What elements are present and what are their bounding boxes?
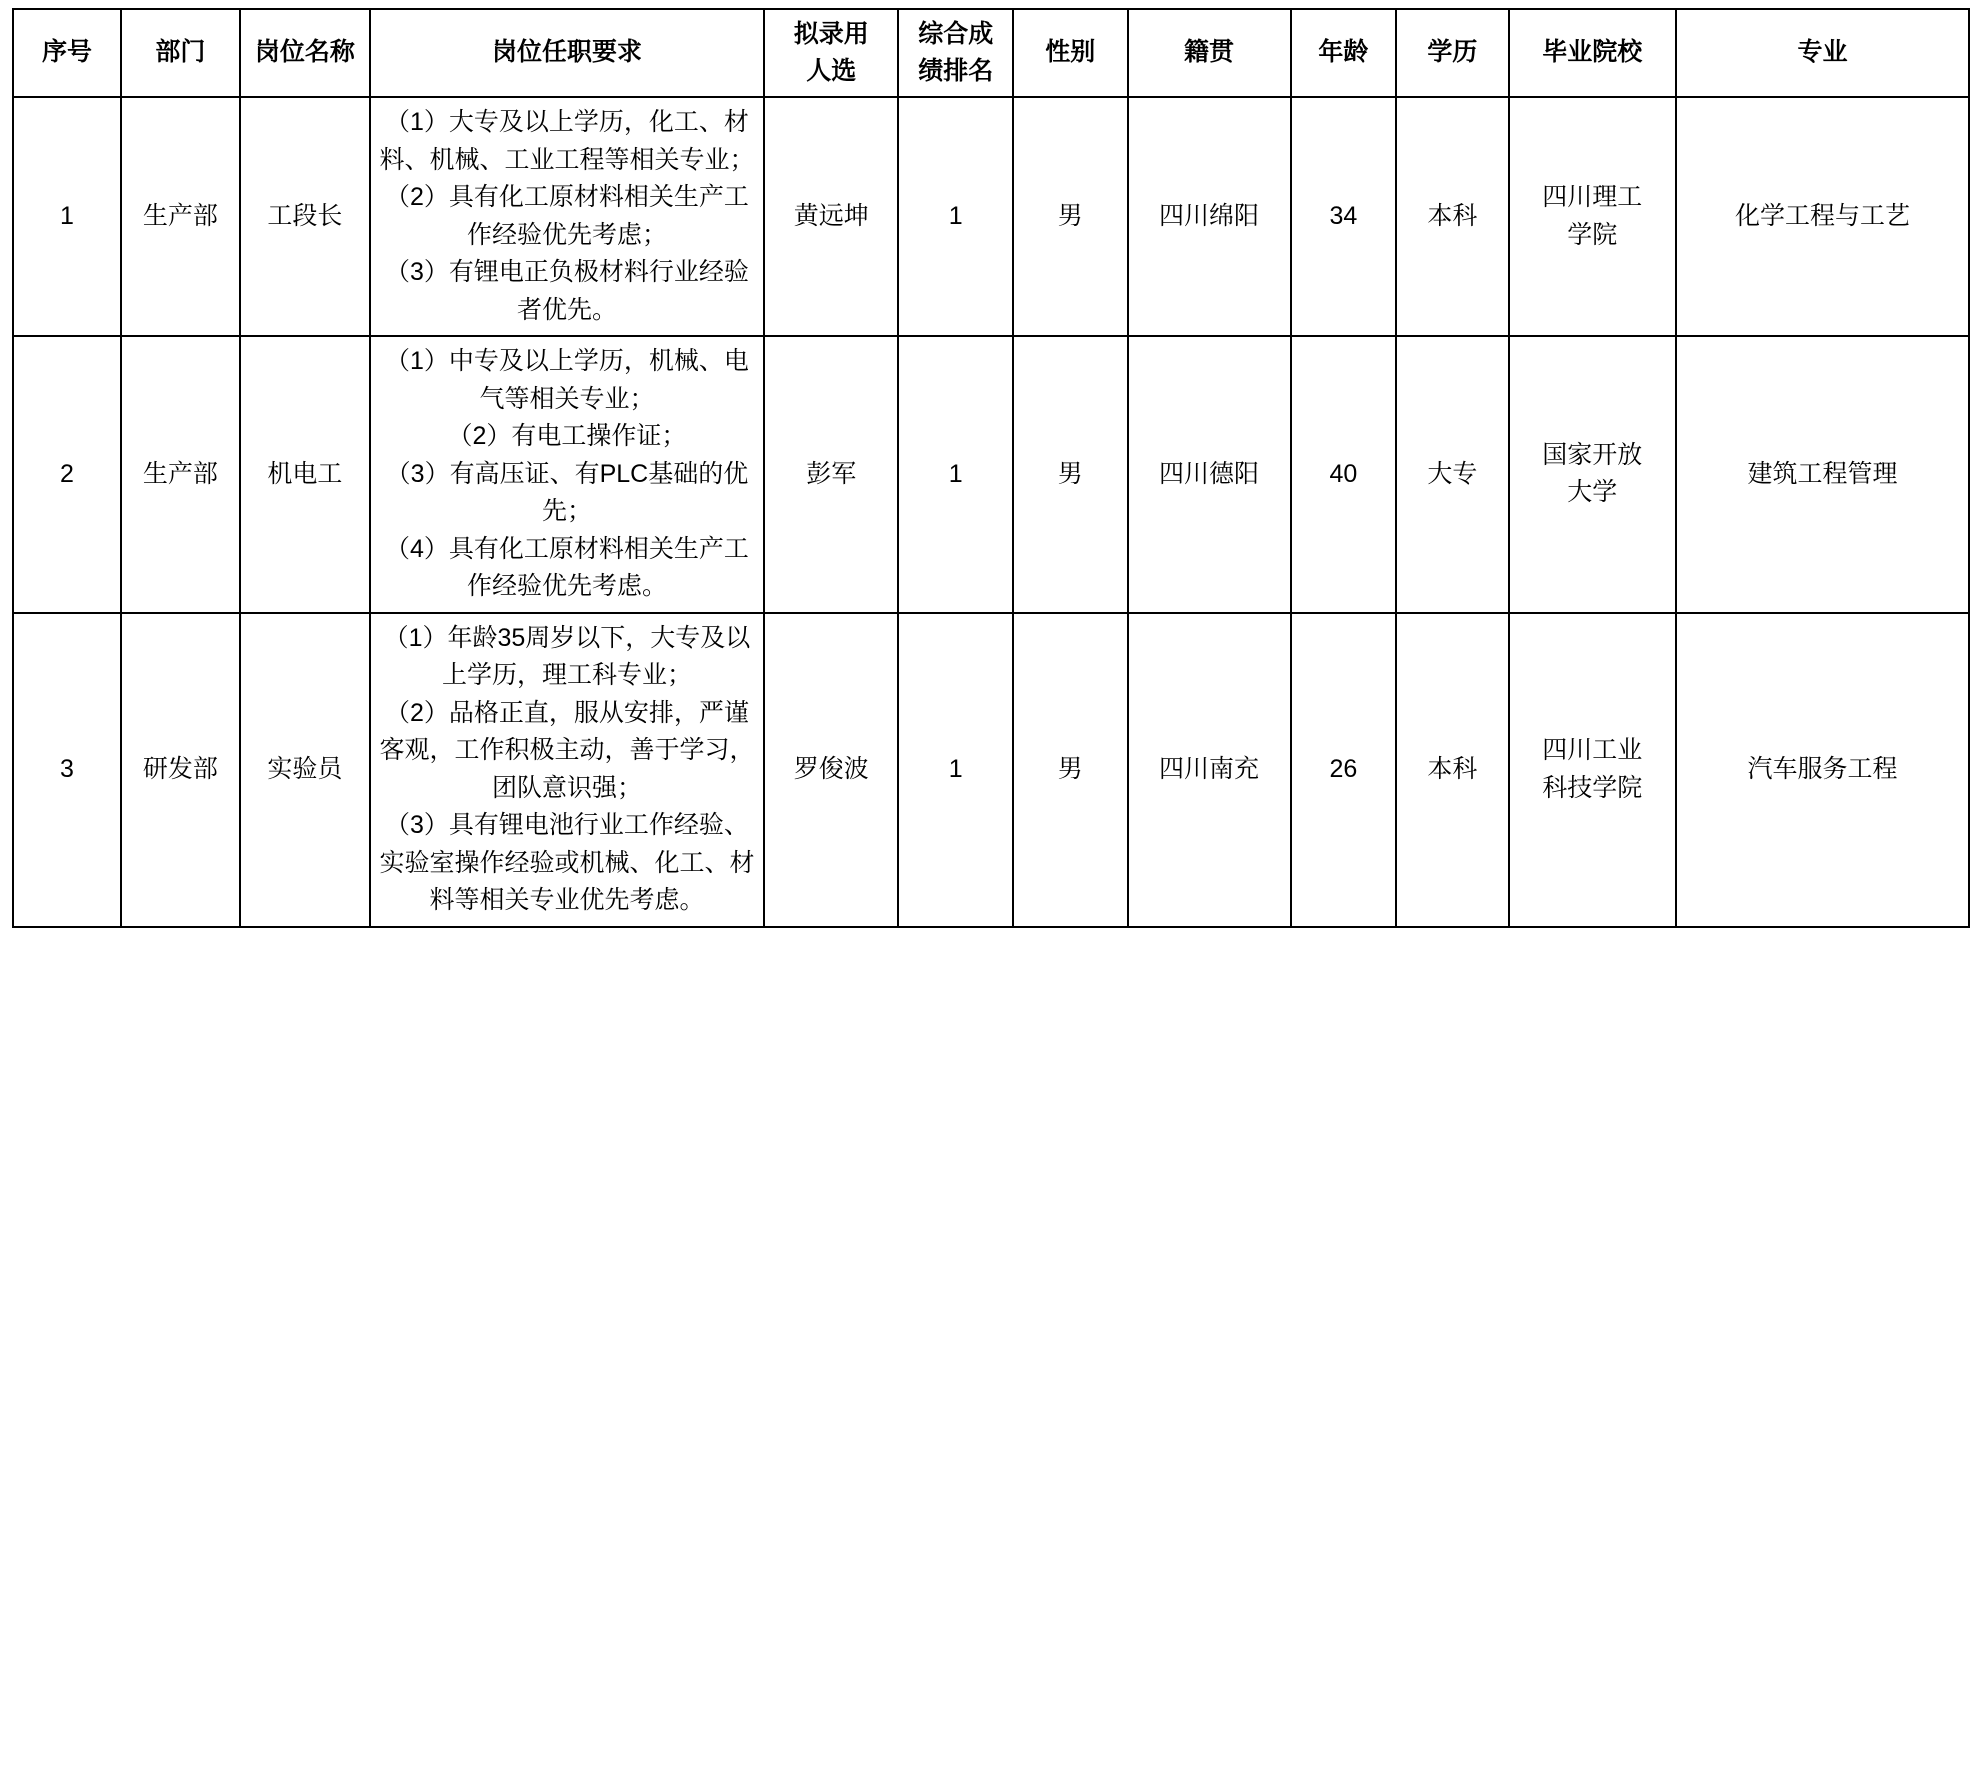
cell-school <box>1509 336 1676 613</box>
cell-rank: 1 <box>898 97 1013 336</box>
recruitment-table <box>12 8 1970 928</box>
school-line: 四川工业 <box>1542 736 1643 764</box>
column-header-major: 专业 <box>1676 9 1969 97</box>
cell-candidate: 黄远坤 <box>764 97 898 336</box>
column-header-seq: 序号 <box>13 9 121 97</box>
cell-post: 工段长 <box>240 97 370 336</box>
cell-rank: 1 <box>898 336 1013 613</box>
cell-post: 实验员 <box>240 613 370 927</box>
cell-requirements <box>370 613 764 927</box>
cell-candidate: 彭军 <box>764 336 898 613</box>
column-header-candidate <box>764 9 898 97</box>
cell-education: 本科 <box>1396 97 1508 336</box>
cell-gender: 男 <box>1013 613 1128 927</box>
cell-rank: 1 <box>898 613 1013 927</box>
cell-dept: 生产部 <box>121 336 240 613</box>
column-header-rank <box>898 9 1013 97</box>
column-header-age: 年龄 <box>1291 9 1397 97</box>
requirement-item: （3）有锂电正负极材料行业经验者优先。 <box>385 258 749 324</box>
column-header-candidate-line1: 拟录用 <box>793 19 869 48</box>
requirement-item: （1）中专及以上学历，机械、电气等相关专业； <box>385 347 749 413</box>
cell-age: 26 <box>1291 613 1397 927</box>
requirement-item: （3）有高压证、有PLC基础的优先； <box>385 459 749 525</box>
cell-school <box>1509 97 1676 336</box>
cell-age: 40 <box>1291 336 1397 613</box>
school-line: 国家开放 <box>1542 440 1643 469</box>
table-header-row <box>13 9 1969 97</box>
column-header-rank-line1: 综合成 <box>918 19 994 48</box>
cell-requirements <box>370 336 764 613</box>
cell-education: 本科 <box>1396 613 1508 927</box>
table-row <box>13 97 1969 336</box>
cell-dept: 研发部 <box>121 613 240 927</box>
column-header-requirements: 岗位任职要求 <box>370 9 764 97</box>
cell-gender: 男 <box>1013 97 1128 336</box>
requirement-item: （3）具有锂电池行业工作经验、实验室操作经验或机械、化工、材料等相关专业优先考虑。 <box>379 811 755 914</box>
school-line: 四川理工 <box>1542 183 1643 211</box>
column-header-dept: 部门 <box>121 9 240 97</box>
cell-post: 机电工 <box>240 336 370 613</box>
cell-gender: 男 <box>1013 336 1128 613</box>
cell-origin: 四川德阳 <box>1128 336 1291 613</box>
requirement-item: （4）具有化工原材料相关生产工作经验优先考虑。 <box>385 534 749 600</box>
table-row <box>13 336 1969 613</box>
cell-dept: 生产部 <box>121 97 240 336</box>
requirement-item: （2）有电工操作证； <box>447 422 687 450</box>
requirement-item: （1）大专及以上学历，化工、材料、机械、工业工程等相关专业； <box>379 108 755 174</box>
cell-major: 汽车服务工程 <box>1676 613 1969 927</box>
column-header-gender: 性别 <box>1013 9 1128 97</box>
school-line: 科技学院 <box>1542 773 1643 802</box>
column-header-education: 学历 <box>1396 9 1508 97</box>
cell-origin: 四川南充 <box>1128 613 1291 927</box>
cell-seq: 1 <box>13 97 121 336</box>
requirement-item: （1）年龄35周岁以下，大专及以上学历，理工科专业； <box>383 623 751 689</box>
cell-seq: 2 <box>13 336 121 613</box>
cell-origin: 四川绵阳 <box>1128 97 1291 336</box>
cell-school <box>1509 613 1676 927</box>
requirement-item: （2）具有化工原材料相关生产工作经验优先考虑； <box>385 183 749 249</box>
column-header-candidate-line2: 人选 <box>806 57 857 85</box>
requirement-item: （2）品格正直，服从安排，严谨客观，工作积极主动，善于学习，团队意识强； <box>379 698 755 802</box>
cell-major: 建筑工程管理 <box>1676 336 1969 613</box>
column-header-post: 岗位名称 <box>240 9 370 97</box>
cell-candidate: 罗俊波 <box>764 613 898 927</box>
cell-requirements <box>370 97 764 336</box>
cell-seq: 3 <box>13 613 121 927</box>
cell-education: 大专 <box>1396 336 1508 613</box>
cell-major: 化学工程与工艺 <box>1676 97 1969 336</box>
column-header-origin: 籍贯 <box>1128 9 1291 97</box>
school-line: 大学 <box>1567 478 1618 507</box>
column-header-rank-line2: 绩排名 <box>918 57 994 85</box>
school-line: 学院 <box>1567 220 1618 249</box>
column-header-school: 毕业院校 <box>1509 9 1676 97</box>
table-row <box>13 613 1969 927</box>
cell-age: 34 <box>1291 97 1397 336</box>
